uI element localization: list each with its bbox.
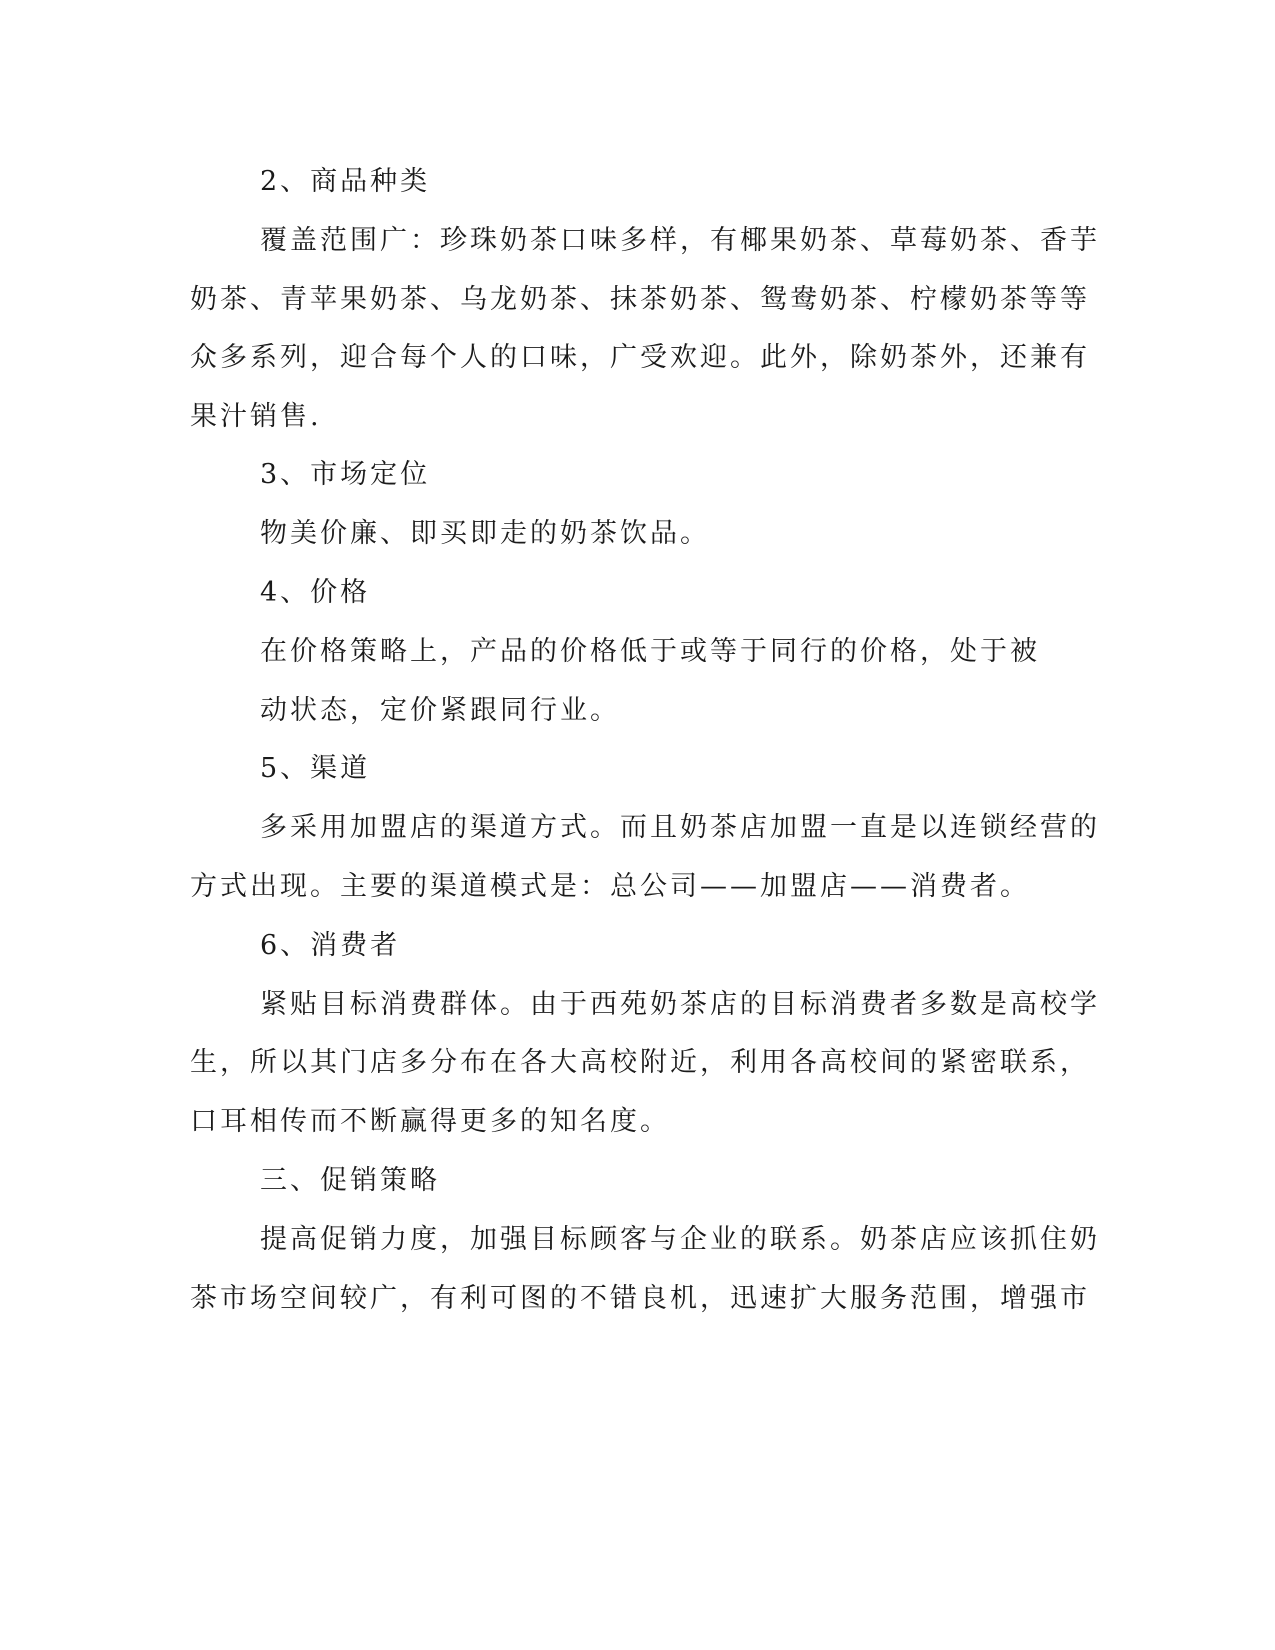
paragraph-line: 动状态，定价紧跟同行业。 bbox=[260, 695, 620, 726]
paragraph-line: 奶茶、青苹果奶茶、乌龙奶茶、抹茶奶茶、鸳鸯奶茶、柠檬奶茶等等 bbox=[190, 284, 1090, 315]
paragraph-line: 众多系列，迎合每个人的口味，广受欢迎。此外，除奶茶外，还兼有 bbox=[190, 342, 1090, 373]
section-heading: 4、价格 bbox=[260, 577, 371, 608]
paragraph-line: 多采用加盟店的渠道方式。而且奶茶店加盟一直是以连锁经营的 bbox=[260, 812, 1100, 843]
paragraph-line: 生，所以其门店多分布在各大高校附近，利用各高校间的紧密联系， bbox=[190, 1047, 1090, 1078]
paragraph-line: 覆盖范围广：珍珠奶茶口味多样，有椰果奶茶、草莓奶茶、香芋 bbox=[260, 225, 1100, 256]
section-heading: 2、商品种类 bbox=[260, 166, 431, 197]
section-heading: 3、市场定位 bbox=[260, 459, 431, 490]
section-heading: 6、消费者 bbox=[260, 930, 401, 961]
paragraph-line: 提高促销力度，加强目标顾客与企业的联系。奶茶店应该抓住奶 bbox=[260, 1224, 1100, 1255]
paragraph-line: 紧贴目标消费群体。由于西苑奶茶店的目标消费者多数是高校学 bbox=[260, 989, 1100, 1020]
paragraph-line: 物美价廉、即买即走的奶茶饮品。 bbox=[260, 518, 710, 549]
section-heading: 三、促销策略 bbox=[260, 1165, 440, 1196]
paragraph-line: 在价格策略上，产品的价格低于或等于同行的价格，处于被 bbox=[260, 636, 1040, 667]
paragraph-line: 口耳相传而不断赢得更多的知名度。 bbox=[190, 1106, 670, 1137]
paragraph-line: 方式出现。主要的渠道模式是：总公司——加盟店——消费者。 bbox=[190, 871, 1030, 902]
paragraph-line: 茶市场空间较广，有利可图的不错良机，迅速扩大服务范围，增强市 bbox=[190, 1283, 1090, 1314]
section-heading: 5、渠道 bbox=[260, 753, 371, 784]
paragraph-line: 果汁销售. bbox=[190, 401, 322, 432]
